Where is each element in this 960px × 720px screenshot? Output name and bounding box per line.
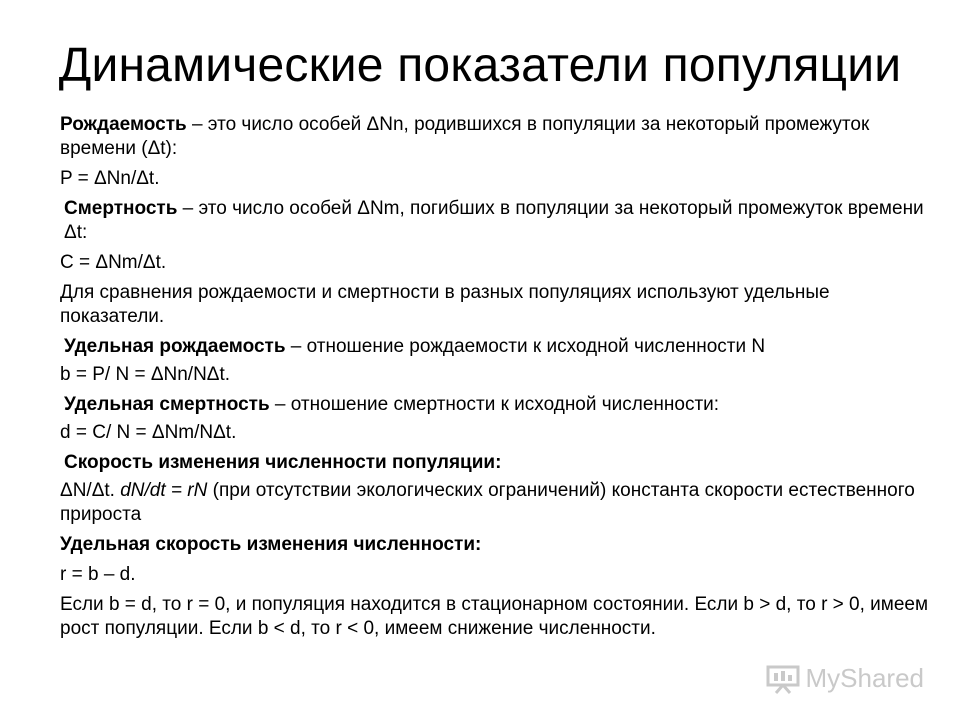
birth-rate-text: – это число особей ΔNn, родившихся в популяции за некоторый промежуток времени (Δt): <box>60 114 870 159</box>
growth-rate-heading <box>60 451 930 475</box>
growth-rate-text: (при отсутствии экологических ограничений) константа скорости естественного прироста <box>60 480 915 525</box>
growth-rate-lead: ΔN/Δt. <box>60 480 121 501</box>
watermark-text: MyShared <box>805 663 924 693</box>
comparison-note: Для сравнения рождаемости и смертности в разных популяциях используют удельные показатели. <box>60 282 830 327</box>
growth-rate-formula <box>60 479 930 527</box>
term-growth-rate: Скорость изменения численности популяции: <box>64 452 502 473</box>
term-birth-rate: Рождаемость <box>60 114 187 135</box>
specific-death-rate-formula: d = C/ N = ΔNm/NΔt. <box>60 422 237 443</box>
specific-death-rate-text: – отношение смертности к исходной численности: <box>269 394 720 415</box>
slide-body <box>60 113 930 647</box>
growth-rate-equation: dN/dt = rN <box>120 480 208 501</box>
watermark <box>766 663 925 694</box>
specific-birth-rate-text: – отношение рождаемости к исходной численности N <box>285 336 766 357</box>
term-specific-growth-rate: Удельная скорость изменения численности: <box>60 534 482 555</box>
term-specific-birth-rate: Удельная рождаемость <box>64 336 286 357</box>
birth-rate-formula: P = ΔNn/Δt. <box>60 168 160 189</box>
death-rate-formula: C = ΔNm/Δt. <box>60 252 167 273</box>
specific-birth-rate-definition <box>60 335 930 359</box>
presentation-board-icon <box>766 664 800 694</box>
birth-rate-definition <box>60 113 930 161</box>
specific-birth-rate-formula: b = P/ N = ΔNn/NΔt. <box>60 364 231 385</box>
death-rate-definition <box>60 197 930 245</box>
slide-title: Динамические показатели популяции <box>58 39 902 92</box>
term-death-rate: Смертность <box>64 198 178 219</box>
specific-death-rate-definition <box>60 393 930 417</box>
term-specific-death-rate: Удельная смертность <box>64 394 270 415</box>
specific-growth-rate-formula: r = b – d. <box>60 564 136 585</box>
death-rate-text: – это число особей ΔNm, погибших в популяции за некоторый промежуток времени Δt: <box>64 198 924 243</box>
conclusion: Если b = d, то r = 0, и популяция находится в стационарном состоянии. Если b > d, то r > 0, имеем рост популяции. Если b < d, то r < 0, имеем снижение численности. <box>60 594 929 639</box>
specific-growth-rate-heading <box>60 533 930 557</box>
